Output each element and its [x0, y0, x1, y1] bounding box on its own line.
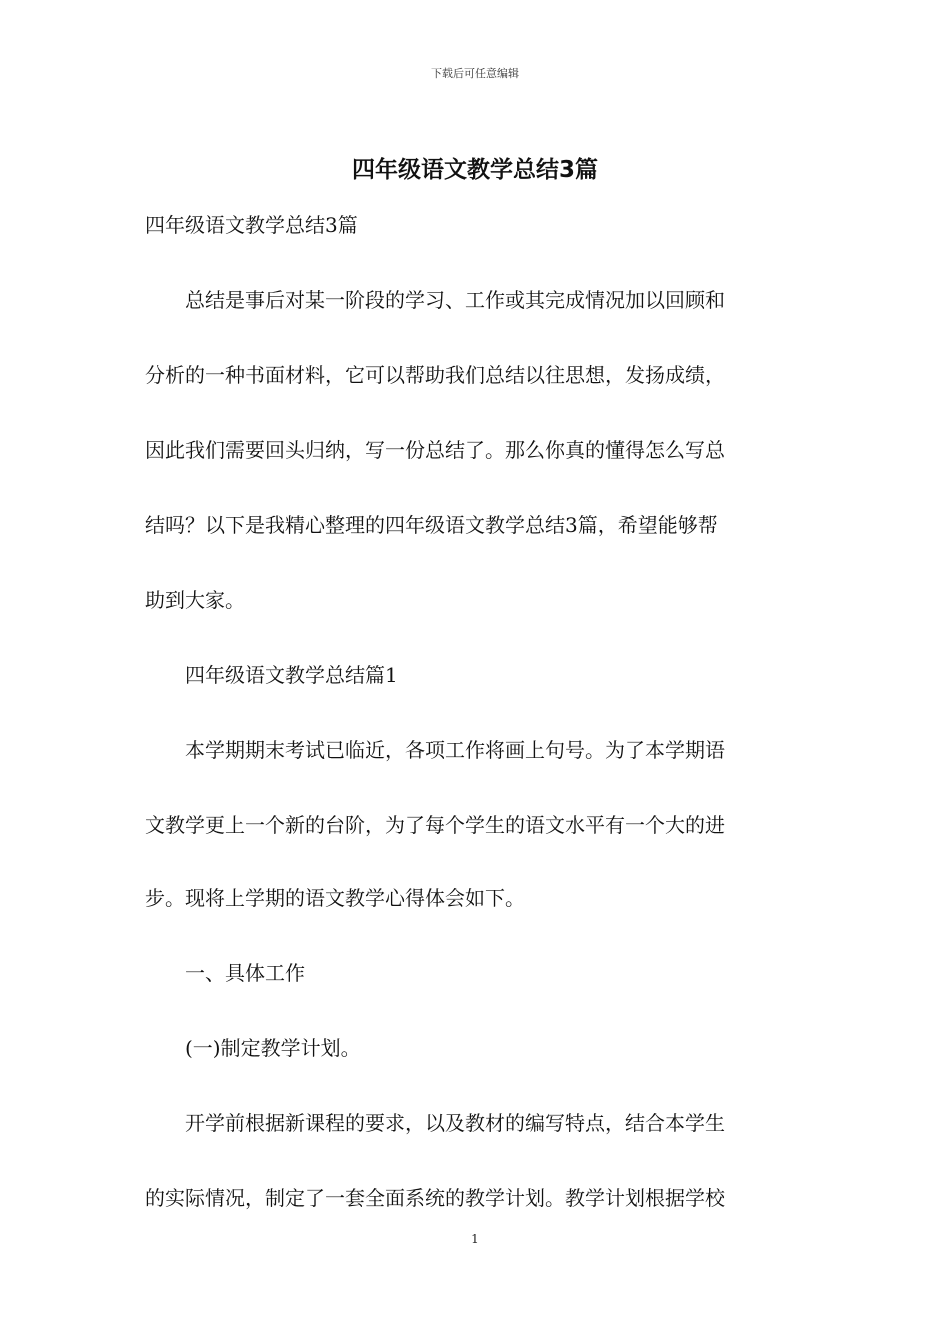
- section1-line-3: 步。现将上学期的语文教学心得体会如下。: [145, 886, 525, 910]
- page-number: 1: [471, 1232, 479, 1246]
- heading-specific-work: 一、具体工作: [185, 961, 305, 985]
- intro-line-1: 总结是事后对某一阶段的学习、工作或其完成情况加以回顾和: [185, 288, 725, 312]
- intro-line-5: 助到大家。: [145, 588, 245, 612]
- document-title: 四年级语文教学总结3篇: [351, 157, 598, 183]
- heading-teaching-plan: (一)制定教学计划。: [185, 1036, 361, 1060]
- plan-line-2: 的实际情况，制定了一套全面系统的教学计划。教学计划根据学校: [145, 1186, 725, 1210]
- header-note: 下载后可任意编辑: [431, 67, 519, 80]
- document-subtitle: 四年级语文教学总结3篇: [145, 213, 358, 237]
- section1-line-1: 本学期期末考试已临近，各项工作将画上句号。为了本学期语: [185, 738, 725, 762]
- plan-line-1: 开学前根据新课程的要求，以及教材的编写特点，结合本学生: [185, 1111, 725, 1135]
- intro-line-3: 因此我们需要回头归纳，写一份总结了。那么你真的懂得怎么写总: [145, 438, 725, 462]
- section1-heading: 四年级语文教学总结篇1: [185, 663, 398, 687]
- intro-line-2: 分析的一种书面材料，它可以帮助我们总结以往思想，发扬成绩，: [145, 363, 725, 387]
- intro-line-4: 结吗？以下是我精心整理的四年级语文教学总结3篇，希望能够帮: [145, 513, 718, 537]
- section1-line-2: 文教学更上一个新的台阶，为了每个学生的语文水平有一个大的进: [145, 813, 725, 837]
